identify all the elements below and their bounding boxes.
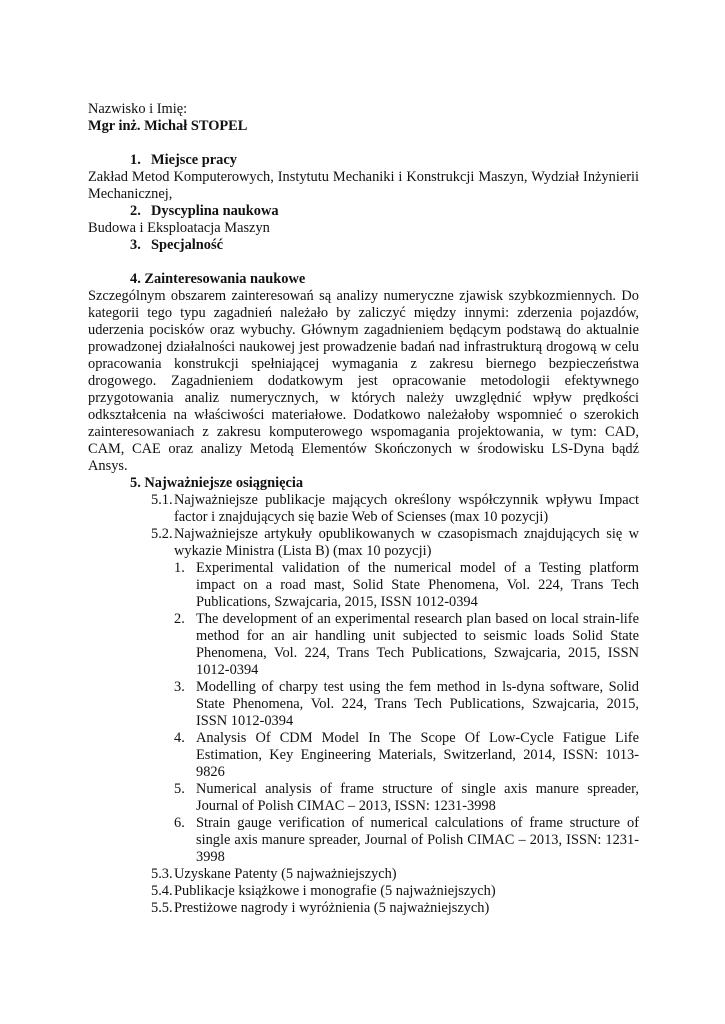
achievement-item — [88, 900, 639, 917]
achievement-text: Prestiżowe nagrody i wyróżnienia (5 najważniejszych) — [174, 900, 490, 916]
publication-number: 5. — [174, 781, 185, 797]
section-number: 3. — [130, 237, 141, 253]
achievement-number: 5.4. — [151, 883, 173, 899]
publication-number: 2. — [174, 611, 185, 627]
section-achievements-heading: 5. Najważniejsze osiągnięcia — [130, 475, 304, 491]
achievement-item — [88, 492, 639, 526]
publication-item — [88, 560, 639, 611]
publication-text: Experimental validation of the numerical model of a Testing platform impact on a road mast, Solid State Phenomena, Vol. 224, Trans Tech Publications, Szwajcaria, 2015, ISSN 1012-0394 — [196, 560, 639, 610]
achievement-item — [88, 866, 639, 883]
section-workplace-text: Zakład Metod Komputerowych, Instytutu Mechaniki i Konstrukcji Maszyn, Wydział Inżynierii Mechanicznej, — [88, 169, 639, 202]
achievement-number: 5.5. — [151, 900, 173, 916]
publication-item — [88, 611, 639, 679]
achievement-number: 5.3. — [151, 866, 173, 882]
publication-item — [88, 730, 639, 781]
achievement-number: 5.2. — [151, 526, 173, 542]
publication-item — [88, 815, 639, 866]
section-title: Dyscyplina naukowa — [151, 203, 279, 219]
section-title: Miejsce pracy — [151, 152, 237, 168]
publication-number: 6. — [174, 815, 185, 831]
achievement-item — [88, 526, 639, 560]
section-discipline-text: Budowa i Eksploatacja Maszyn — [88, 220, 270, 236]
section-discipline-heading — [130, 203, 639, 220]
document-page — [88, 101, 639, 917]
achievement-number: 5.1. — [151, 492, 173, 508]
section-specialty-heading — [130, 237, 639, 254]
spacer — [88, 135, 639, 152]
section-interests-text: Szczególnym obszarem zainteresowań są analizy numeryczne zjawisk szybkozmiennych. Do kategorii tego typu zagadnień należało by zaliczyć między innymi: zderzenia pojazdów, uderzenia pocisków oraz wybuchy. Głównym zagadnieniem będącym podstawą do aktualnie prowadzonej działalności naukowej jest prowadzenie badań nad infrastrukturą drogową w celu opracowania konstrukcji spełniającej wymagania z zakresu biernego bezpieczeństwa drogowego. Zagadnieniem dodatkowym jest opracowanie metodologii efektywnego przygotowania analiz numerycznych, w których należy uwzględnić wpływ prędkości odkształcenia na właściwości materiałowe. Dodatkowo należałoby wspomnieć o szerokich zainteresowaniach z zakresu komputerowego wspomagania projektowania, w tym: CAD, CAM, CAE oraz analizy Metodą Elementów Skończonych w środowisku LS-Dyna bądź Ansys. — [88, 288, 639, 474]
publication-number: 3. — [174, 679, 185, 695]
publication-number: 4. — [174, 730, 185, 746]
name-value: Mgr inż. Michał STOPEL — [88, 118, 248, 134]
achievement-text: Publikacje książkowe i monografie (5 najważniejszych) — [174, 883, 496, 899]
publication-list — [88, 560, 639, 866]
achievement-text: Najważniejsze publikacje mających określony współczynnik wpływu Impact factor i znajdujących się bazie Web of Scienses (max 10 pozycji) — [174, 492, 639, 525]
publication-item — [88, 781, 639, 815]
section-interests-heading: 4. Zainteresowania naukowe — [130, 271, 306, 287]
publication-text: Numerical analysis of frame structure of single axis manure spreader, Journal of Polish CIMAC – 2013, ISSN: 1231-3998 — [196, 781, 639, 814]
name-label: Nazwisko i Imię: — [88, 101, 188, 117]
section-title: Specjalność — [151, 237, 223, 253]
achievement-item — [88, 883, 639, 900]
section-number: 1. — [130, 152, 141, 168]
publication-item — [88, 679, 639, 730]
achievement-text: Najważniejsze artykuły opublikowanych w czasopismach znajdujących się w wykazie Ministra (Lista B) (max 10 pozycji) — [174, 526, 639, 559]
publication-text: Modelling of charpy test using the fem method in ls-dyna software, Solid State Phenomena, Vol. 224, Trans Tech Publications, Szwajcaria, 2015, ISSN 1012-0394 — [196, 679, 639, 729]
section-workplace-heading — [130, 152, 639, 169]
publication-text: The development of an experimental research plan based on local strain-life method for an air handling unit subjected to seismic loads Solid State Phenomena, Vol. 224, Trans Tech Publications, Szwajcaria, 2015, ISSN 1012-0394 — [196, 611, 639, 678]
publication-text: Analysis Of CDM Model In The Scope Of Low-Cycle Fatigue Life Estimation, Key Engineering Materials, Switzerland, 2014, ISSN: 1013-9826 — [196, 730, 639, 780]
publication-text: Strain gauge verification of numerical calculations of frame structure of single axis manure spreader, Journal of Polish CIMAC – 2013, ISSN: 1231-3998 — [196, 815, 639, 865]
spacer — [88, 254, 639, 271]
publication-number: 1. — [174, 560, 185, 576]
section-number: 2. — [130, 203, 141, 219]
achievement-text: Uzyskane Patenty (5 najważniejszych) — [174, 866, 397, 882]
